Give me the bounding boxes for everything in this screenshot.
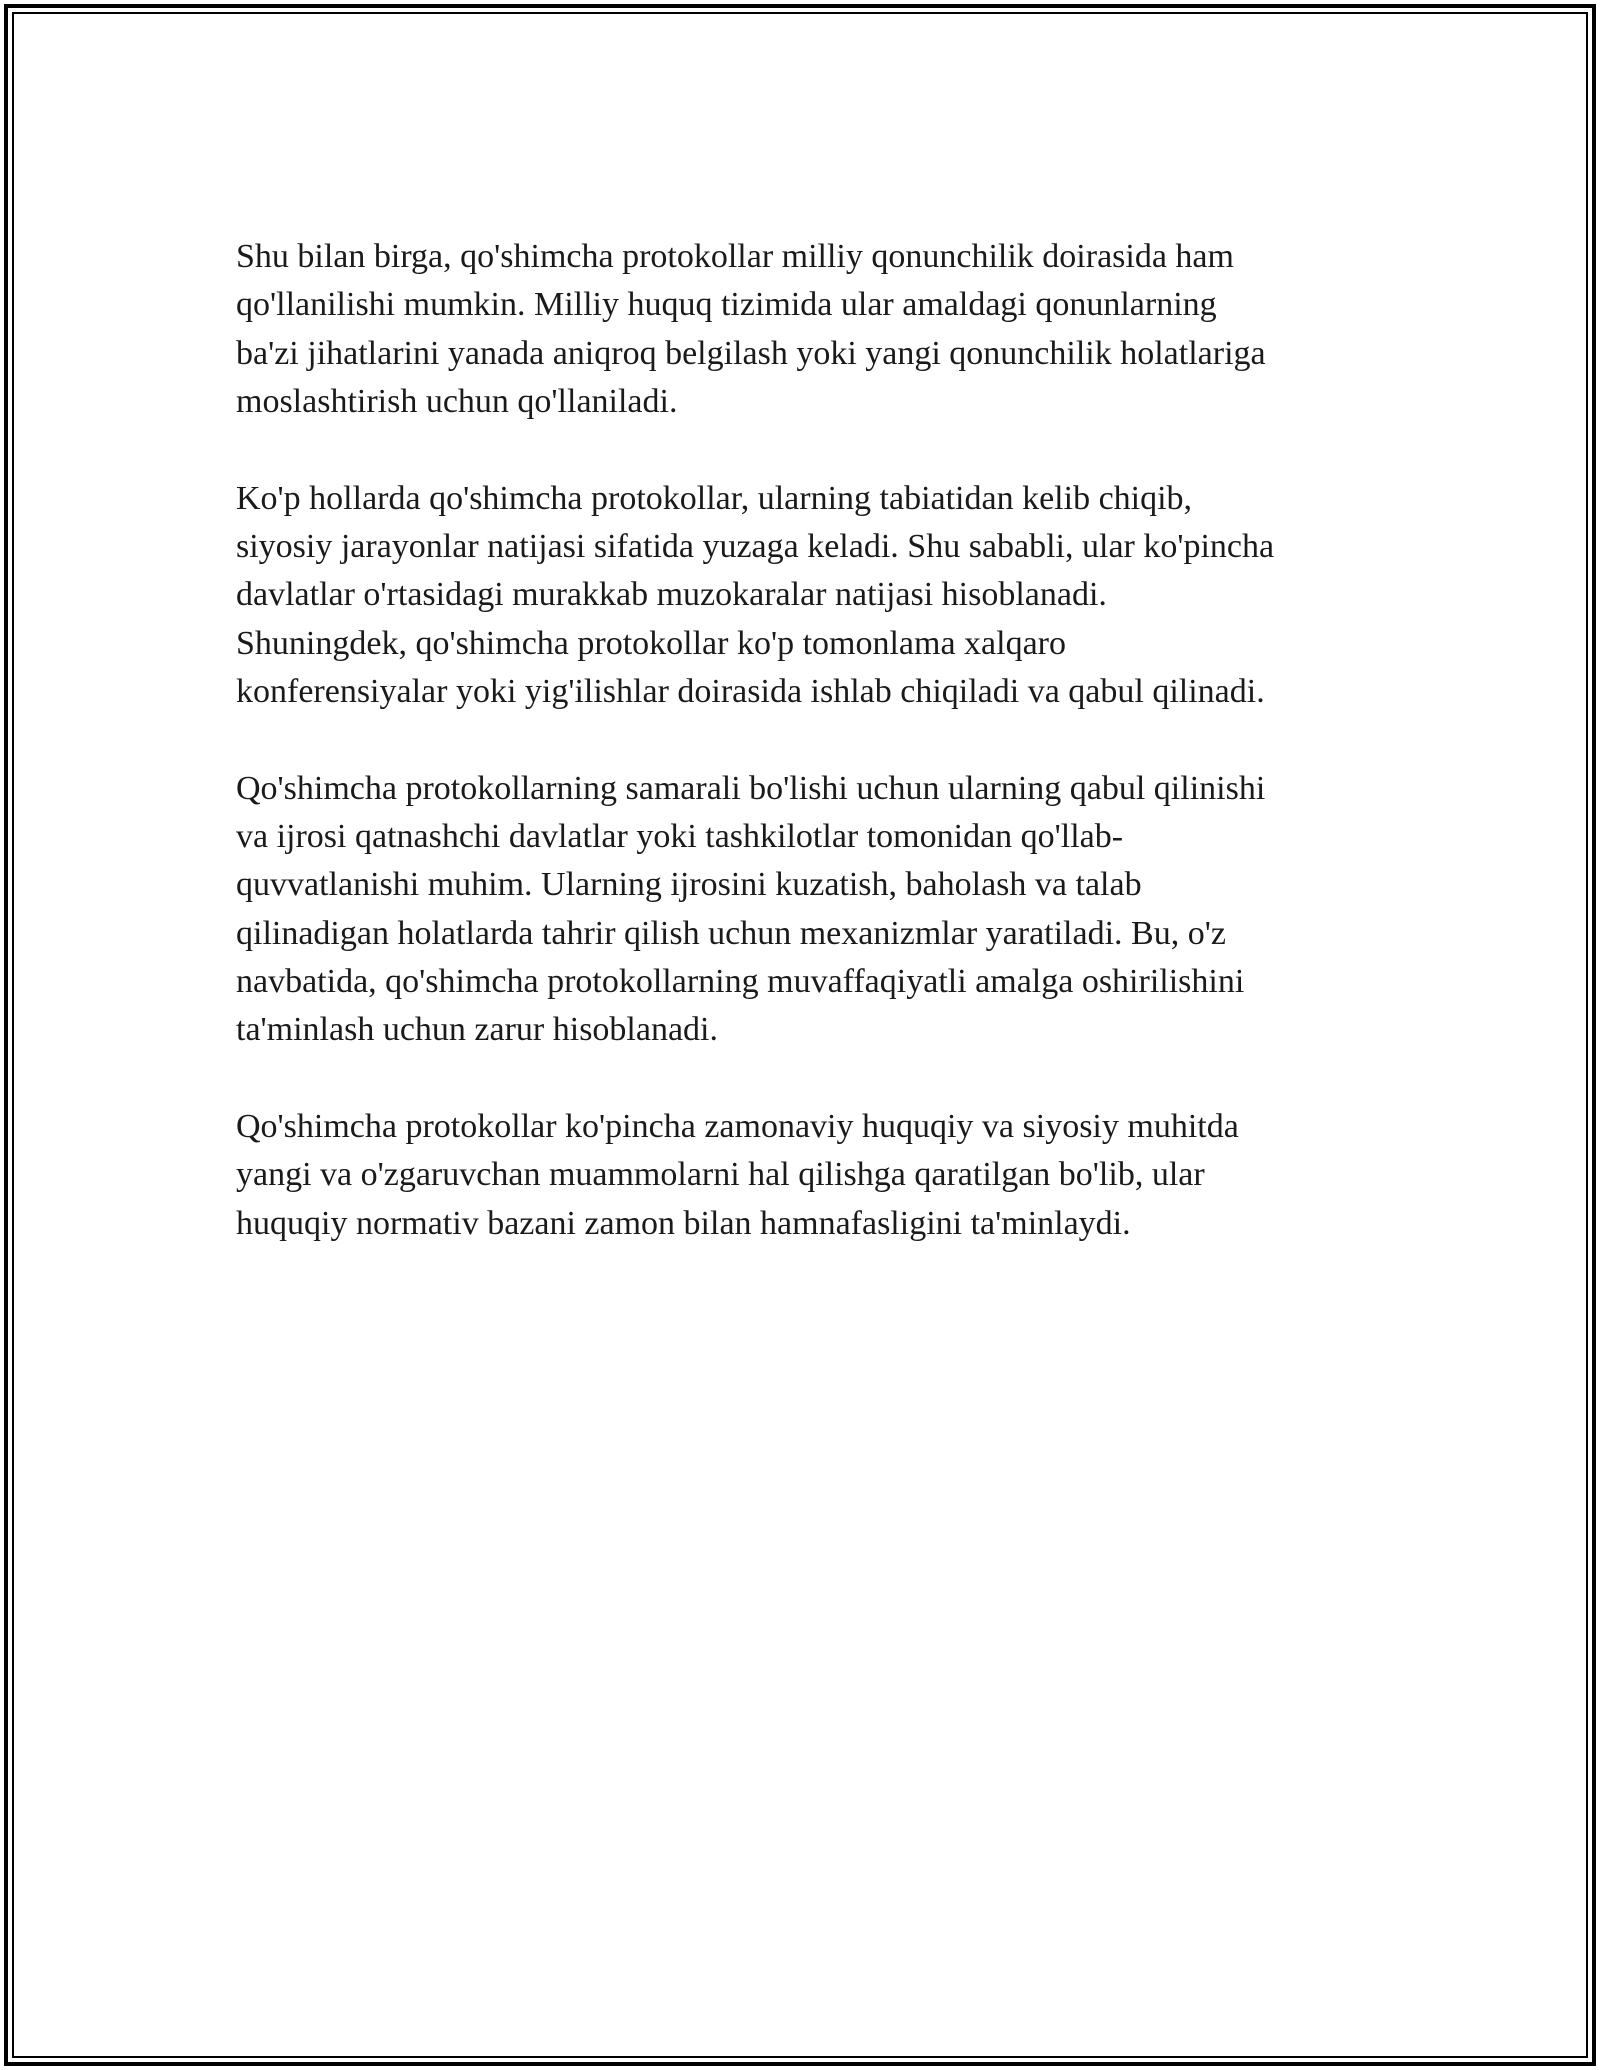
text-line: Shuningdek, qo'shimcha protokollar ko'p tomonlama xalqaro — [236, 624, 1066, 662]
text-line: navbatida, qo'shimcha protokollarning muvaffaqiyatli amalga oshirilishini — [236, 962, 1245, 1000]
text-line: ta'minlash uchun zarur hisoblanadi. — [236, 1011, 718, 1049]
text-line: va ijrosi qatnashchi davlatlar yoki tashkilotlar tomonidan qo'llab- — [236, 817, 1124, 855]
text-line: yangi va o'zgaruvchan muammolarni hal qilishga qaratilgan bo'lib, ular — [236, 1156, 1205, 1194]
text-line: konferensiyalar yoki yig'ilishlar doirasida ishlab chiqiladi va qabul qilinadi. — [236, 672, 1265, 710]
document-body — [236, 233, 1376, 1296]
text-line: siyosiy jarayonlar natijasi sifatida yuzaga keladi. Shu sababli, ular ko'pincha — [236, 527, 1275, 565]
text-line: Qo'shimcha protokollar ko'pincha zamonaviy huquqiy va siyosiy muhitda — [236, 1107, 1239, 1145]
text-line: qilinadigan holatlarda tahrir qilish uchun mexanizmlar yaratiladi. Bu, o'z — [236, 914, 1226, 952]
text-line: qo'llanilishi mumkin. Milliy huquq tizimida ular amaldagi qonunlarning — [236, 286, 1217, 324]
paragraph-2 — [236, 475, 1376, 716]
paragraph-1 — [236, 233, 1376, 426]
text-line: Shu bilan birga, qo'shimcha protokollar milliy qonunchilik doirasida ham — [236, 238, 1234, 275]
text-line: moslashtirish uchun qo'llaniladi. — [236, 382, 678, 420]
text-line: davlatlar o'rtasidagi murakkab muzokaralar natijasi hisoblanadi. — [236, 576, 1107, 614]
paragraph-4 — [236, 1103, 1376, 1248]
text-line: quvvatlanishi muhim. Ularning ijrosini kuzatish, baholash va talab — [236, 866, 1142, 904]
text-line: Ko'p hollarda qo'shimcha protokollar, ularning tabiatidan kelib chiqib, — [236, 479, 1193, 517]
text-line: Qo'shimcha protokollarning samarali bo'lishi uchun ularning qabul qilinishi — [236, 769, 1266, 807]
text-line: ba'zi jihatlarini yanada aniqroq belgilash yoki yangi qonunchilik holatlariga — [236, 334, 1266, 372]
paragraph-3 — [236, 765, 1376, 1055]
text-line: huquqiy normativ bazani zamon bilan hamnafasligini ta'minlaydi. — [236, 1204, 1131, 1242]
